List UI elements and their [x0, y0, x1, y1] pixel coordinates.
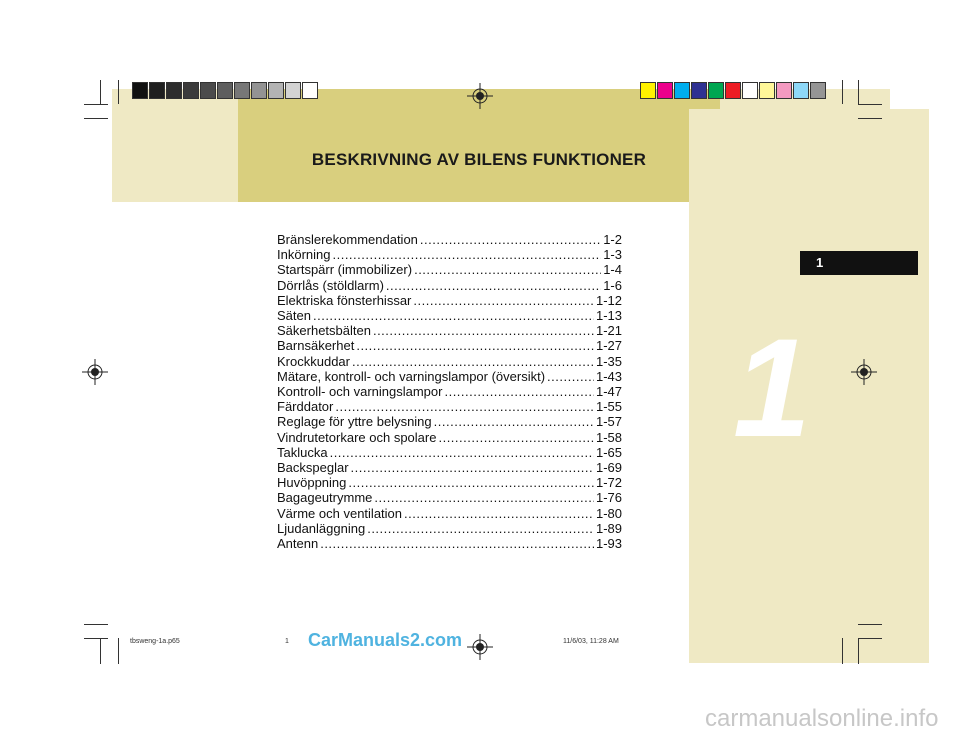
color-swatch [640, 82, 656, 99]
toc-entry-page: 1-69 [595, 460, 622, 476]
toc-entry-page: 1-57 [595, 414, 622, 430]
toc-entry[interactable] [277, 445, 622, 460]
toc-entry-title: Bränslerekommendation [277, 232, 418, 247]
toc-leader-dots [330, 445, 594, 460]
toc-entry-page: 1-65 [595, 444, 622, 460]
crop-mark [842, 638, 843, 664]
toc-entry-title: Värme och ventilation [277, 505, 403, 521]
toc-entry[interactable] [277, 521, 622, 536]
toc-entry[interactable] [277, 247, 622, 262]
color-swatch [776, 82, 792, 99]
color-swatch [674, 82, 690, 99]
toc-entry-title: Krockkuddar [277, 353, 350, 369]
color-swatch [251, 82, 267, 99]
toc-entry[interactable] [277, 460, 622, 475]
toc-entry-page: 1-3 [603, 247, 622, 263]
toc-leader-dots [352, 354, 594, 369]
toc-entry[interactable] [277, 506, 622, 521]
color-swatch [183, 82, 199, 99]
toc-entry-title: Dörrlås (stöldlarm) [277, 277, 384, 293]
toc-entry[interactable] [277, 536, 622, 551]
watermark-site[interactable]: carmanualsonline.info [705, 705, 939, 732]
toc-entry-title: Barnsäkerhet [277, 338, 355, 354]
crop-mark [858, 638, 882, 639]
toc-entry-page: 1-58 [595, 429, 622, 445]
registration-target-icon [851, 359, 877, 385]
crop-mark [858, 80, 859, 104]
toc-entry-page: 1-72 [595, 475, 622, 491]
toc-entry[interactable] [277, 232, 622, 247]
toc-leader-dots [420, 232, 601, 247]
color-swatch [810, 82, 826, 99]
toc-leader-dots [356, 338, 594, 353]
toc-leader-dots [335, 399, 594, 414]
toc-entry-page: 1-76 [595, 490, 622, 506]
toc-entry[interactable] [277, 308, 622, 323]
toc-leader-dots [320, 536, 594, 551]
chapter-tab-label: 1 [816, 255, 824, 270]
footer-filename: tbsweng-1a.p65 [130, 638, 180, 645]
toc-leader-dots [386, 278, 601, 293]
toc-entry[interactable] [277, 338, 622, 353]
crop-mark [858, 104, 882, 105]
color-swatch [268, 82, 284, 99]
toc-entry[interactable] [277, 369, 622, 384]
crop-mark [118, 80, 119, 104]
toc-entry-title: Taklucka [277, 444, 328, 460]
color-swatch [759, 82, 775, 99]
crop-mark [100, 80, 101, 104]
chapter-tab[interactable] [800, 251, 918, 275]
toc-entry-page: 1-89 [595, 520, 622, 536]
toc-leader-dots [404, 506, 594, 521]
toc-leader-dots [348, 475, 594, 490]
toc-leader-dots [413, 293, 594, 308]
toc-entry[interactable] [277, 414, 622, 429]
registration-target-icon [467, 634, 493, 660]
toc-leader-dots [367, 521, 594, 536]
toc-entry[interactable] [277, 430, 622, 445]
toc-entry-page: 1-2 [603, 232, 622, 247]
toc-entry-title: Säten [277, 308, 311, 324]
toc-leader-dots [374, 490, 594, 505]
toc-leader-dots [313, 308, 594, 323]
toc-leader-dots [414, 262, 601, 277]
toc-entry-page: 1-12 [595, 292, 622, 308]
toc-leader-dots [434, 414, 594, 429]
toc-entry[interactable] [277, 293, 622, 308]
crop-mark [842, 80, 843, 104]
toc-entry-title: Ljudanläggning [277, 520, 366, 536]
toc-entry[interactable] [277, 490, 622, 505]
color-swatch [149, 82, 165, 99]
toc-entry-page: 1-35 [595, 353, 622, 369]
color-swatch [302, 82, 318, 99]
toc-leader-dots [332, 247, 601, 262]
watermark-logo[interactable]: CarManuals2.com [308, 630, 463, 650]
toc-entry-title: Bagageutrymme [277, 490, 373, 506]
toc-entry[interactable] [277, 278, 622, 293]
toc-entry-title: Kontroll- och varningslampor [277, 384, 443, 400]
table-of-contents [277, 232, 622, 551]
toc-entry-page: 1-6 [603, 277, 622, 293]
toc-entry[interactable] [277, 354, 622, 369]
chapter-number: 1 [733, 309, 811, 466]
toc-entry-page: 1-21 [595, 323, 622, 339]
toc-entry-title: Reglage för yttre belysning [277, 414, 432, 430]
registration-target-icon [82, 359, 108, 385]
toc-entry[interactable] [277, 399, 622, 414]
toc-leader-dots [444, 384, 594, 399]
beige-panel-left [112, 89, 238, 202]
color-swatch [708, 82, 724, 99]
toc-entry[interactable] [277, 262, 622, 277]
toc-entry-page: 1-47 [595, 384, 622, 400]
crop-mark [84, 638, 108, 639]
toc-entry-title: Mätare, kontroll- och varningslampor (översikt) [277, 368, 546, 384]
toc-entry[interactable] [277, 323, 622, 338]
color-swatch [691, 82, 707, 99]
toc-entry-title: Startspärr (immobilizer) [277, 262, 413, 278]
toc-entry[interactable] [277, 384, 622, 399]
toc-entry-title: Backspeglar [277, 460, 349, 476]
toc-entry[interactable] [277, 475, 622, 490]
color-swatch [725, 82, 741, 99]
color-swatch [234, 82, 250, 99]
toc-entry-title: Säkerhetsbälten [277, 323, 371, 339]
crop-mark [84, 118, 108, 119]
crop-mark [858, 118, 882, 119]
color-swatch [132, 82, 148, 99]
crop-mark [100, 638, 101, 664]
color-swatch [166, 82, 182, 99]
toc-entry-page: 1-55 [595, 399, 622, 415]
toc-entry-page: 1-80 [595, 505, 622, 521]
toc-leader-dots [351, 460, 594, 475]
toc-entry-page: 1-4 [603, 262, 622, 278]
toc-entry-title: Vindrutetorkare och spolare [277, 429, 437, 445]
toc-entry-title: Huvöppning [277, 475, 347, 491]
color-swatch [657, 82, 673, 99]
color-swatch [742, 82, 758, 99]
color-swatch [200, 82, 216, 99]
color-swatch [217, 82, 233, 99]
toc-entry-page: 1-93 [595, 536, 622, 552]
color-swatch [285, 82, 301, 99]
crop-mark [858, 638, 859, 664]
crop-mark [84, 624, 108, 625]
toc-entry-title: Antenn [277, 536, 319, 552]
toc-leader-dots [373, 323, 594, 338]
toc-entry-page: 1-13 [595, 308, 622, 324]
toc-entry-title: Inkörning [277, 247, 331, 263]
toc-entry-title: Elektriska fönsterhissar [277, 292, 412, 308]
footer-timestamp: 11/6/03, 11:28 AM [563, 638, 619, 645]
toc-leader-dots [438, 430, 594, 445]
toc-entry-page: 1-27 [595, 338, 622, 354]
toc-entry-page: 1-43 [595, 368, 622, 384]
color-swatch [793, 82, 809, 99]
registration-target-icon [467, 83, 493, 109]
crop-mark [858, 624, 882, 625]
footer-page-number: 1 [285, 638, 289, 645]
toc-entry-title: Färddator [277, 399, 334, 415]
crop-mark [84, 104, 108, 105]
page-title: BESKRIVNING AV BILENS FUNKTIONER [311, 150, 647, 169]
toc-leader-dots [547, 369, 594, 384]
crop-mark [118, 638, 119, 664]
